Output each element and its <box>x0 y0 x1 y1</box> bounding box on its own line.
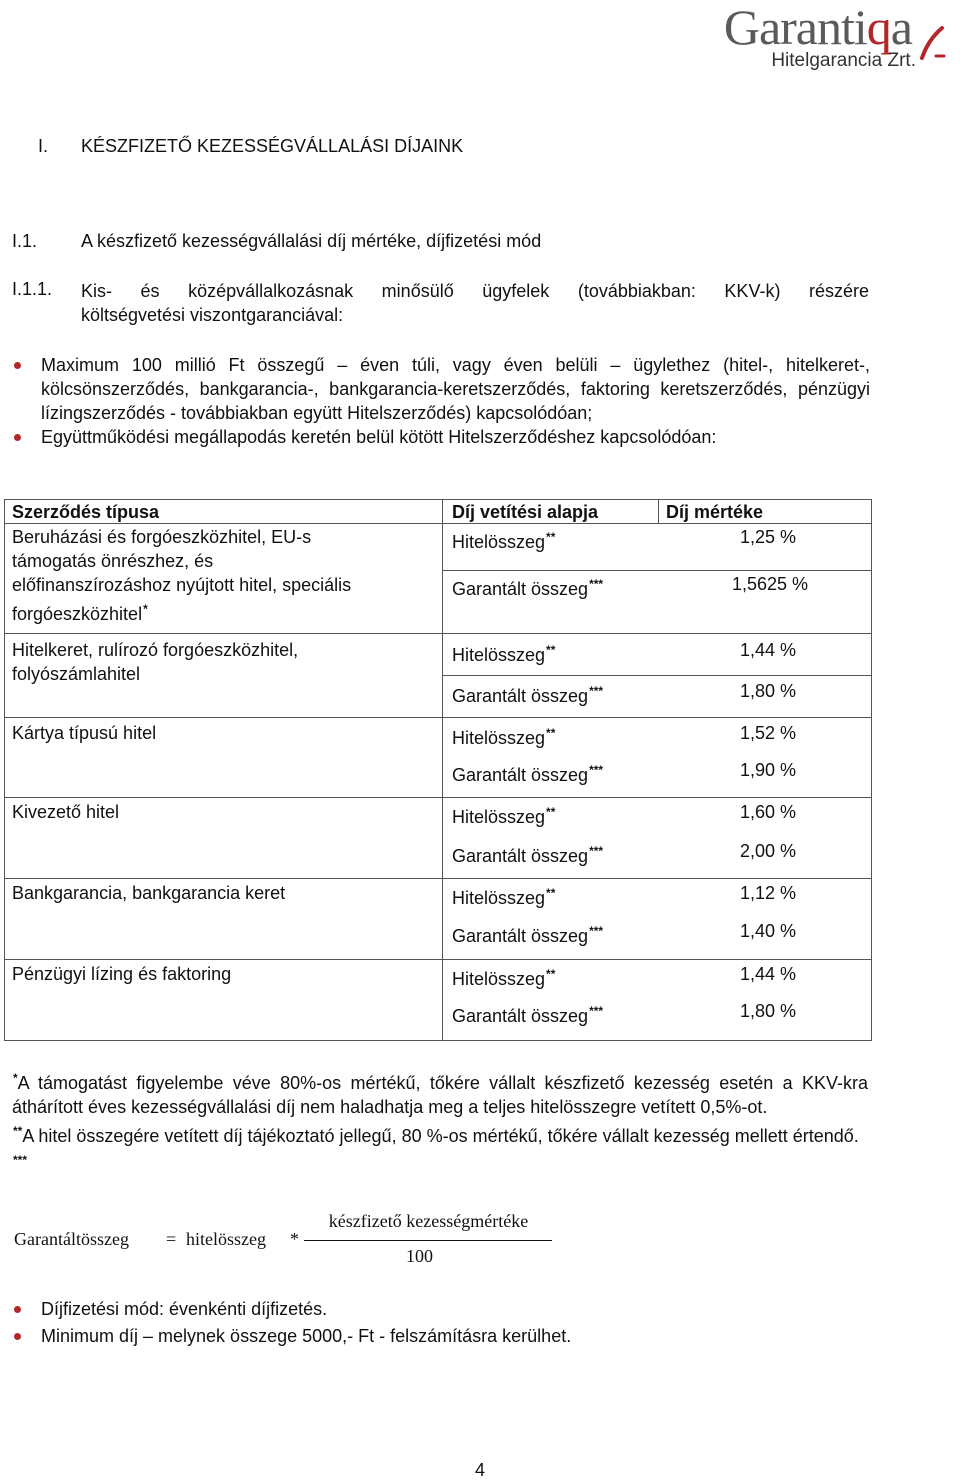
list-item: Együttműködési megállapodás keretén belül kötött Hitelszerződéshez kapcsolódóan: <box>14 425 870 449</box>
table-row-6-rate-1: 1,44 % <box>739 964 796 984</box>
subsection-number: I.1. <box>12 231 38 251</box>
table-row-3-rate-2: 1,90 % <box>739 760 796 780</box>
subsubsection-line-1: Kis- és középvállalkozásnak minősülő ügyfelek (továbbiakban: KKV-k) részére <box>81 281 869 301</box>
table-row-1-base-2: Garantált összeg*** <box>452 577 604 599</box>
table-row-5-base-1: Hitelösszeg** <box>452 886 556 908</box>
column-header-base: Díj vetítési alapja <box>452 502 599 522</box>
table-row-4-base-1: Hitelösszeg** <box>452 805 556 827</box>
table-row-3-base-1: Hitelösszeg** <box>452 726 556 748</box>
bullet-icon <box>14 434 21 441</box>
footnote-3-mark: *** <box>13 1153 28 1167</box>
table-row-6-base-2: Garantált összeg*** <box>452 1004 604 1026</box>
eligibility-list <box>14 353 870 449</box>
guaranteed-amount-formula <box>14 1213 574 1273</box>
table-row-2-rate-1: 1,44 % <box>739 640 796 660</box>
page-number: 4 <box>474 1460 485 1480</box>
table-row-2-base-1: Hitelösszeg** <box>452 643 556 665</box>
fraction-bar <box>304 1240 552 1241</box>
subsection-title: A készfizető kezességvállalási díj mértéke, díjfizetési mód <box>81 231 542 251</box>
subsubsection-number: I.1.1. <box>12 279 53 299</box>
list-item: Maximum 100 millió Ft összegű – éven túli, vagy éven belüli – ügylethez (hitel-, hitelkeret-, kölcsönszerződés, bankgarancia-, bankgarancia-keretszerződés, faktoring keretszerződés, pénzügyi lízingszerződés - továbbiakban együtt Hitelszerződés) kapcsolódóan; <box>14 353 870 425</box>
table-row-2-type: Hitelkeret, rulírozó forgóeszközhitel, folyószámlahitel <box>12 640 299 684</box>
logo-swoosh-icon <box>918 22 946 62</box>
formula-equals: = <box>166 1229 177 1249</box>
section-number: I. <box>38 136 49 156</box>
table-row-5-type: Bankgarancia, bankgarancia keret <box>12 883 286 903</box>
column-header-type: Szerződés típusa <box>12 502 160 522</box>
subsubsection-title <box>81 279 869 327</box>
table-row-3-base-2: Garantált összeg*** <box>452 763 604 785</box>
payment-terms-list <box>14 1297 870 1348</box>
formula-lhs: Garantáltösszeg <box>14 1229 129 1249</box>
fee-table <box>4 499 872 1041</box>
table-row-2-base-2: Garantált összeg*** <box>452 684 604 706</box>
footnote-2: **A hitel összegére vetített díj tájékoztató jellegű, 80 %-os mértékű, tőkére vállalt kezesség mellett értendő. <box>13 1124 859 1146</box>
logo-subtitle: Hitelgarancia Zrt. <box>771 50 916 71</box>
table-row-4-rate-2: 2,00 % <box>739 841 796 861</box>
table-row-1-base-1: Hitelösszeg** <box>452 530 556 552</box>
column-header-rate: Díj mértéke <box>666 502 764 522</box>
table-row-5-base-2: Garantált összeg*** <box>452 924 604 946</box>
table-row-5-rate-1: 1,12 % <box>739 883 796 903</box>
table-row-3-rate-1: 1,52 % <box>739 723 796 743</box>
table-row-1-rate-2: 1,5625 % <box>731 574 808 594</box>
footnote-1: *A támogatást figyelembe véve 80%-os mértékű, tőkére vállalt készfizető kezesség esetén a KKV-kra áthárított éves kezességvállalási díj nem haladhatja meg a teljes hitelösszegre vetített 0,5%-ot. <box>12 1071 868 1117</box>
list-item: Minimum díj – melynek összege 5000,- Ft - felszámításra kerülhet. <box>14 1324 870 1348</box>
table-row-4-base-2: Garantált összeg*** <box>452 844 604 866</box>
footnotes <box>12 1066 868 1174</box>
table-row-4-type: Kivezető hitel <box>12 802 120 822</box>
table-row-4-rate-1: 1,60 % <box>739 802 796 822</box>
bullet-icon <box>14 1306 21 1313</box>
formula-term: hitelösszeg <box>186 1229 266 1249</box>
formula-operator: * <box>290 1229 299 1249</box>
list-item: Díjfizetési mód: évenkénti díjfizetés. <box>14 1297 870 1321</box>
table-row-6-type: Pénzügyi lízing és faktoring <box>12 964 232 984</box>
subsubsection-line-2: költségvetési viszontgaranciával: <box>81 305 344 325</box>
table-row-5-rate-2: 1,40 % <box>739 921 796 941</box>
bullet-icon <box>14 1333 21 1340</box>
bullet-icon <box>14 362 21 369</box>
table-row-1-type: Beruházási és forgóeszközhitel, EU-s támogatás önrészhez, és előfinanszírozáshoz nyújtott hitel, speciális forgóeszközhitel* <box>12 527 352 624</box>
table-row-2-rate-2: 1,80 % <box>739 681 796 701</box>
table-row-3-type: Kártya típusú hitel <box>12 723 157 743</box>
formula-numerator: készfizető kezességmértéke <box>328 1211 529 1231</box>
table-row-1-rate-1: 1,25 % <box>739 527 796 547</box>
formula-denominator: 100 <box>406 1246 433 1266</box>
logo-wordmark: Garantiqa <box>723 0 912 55</box>
table-row-6-base-1: Hitelösszeg** <box>452 967 556 989</box>
table-row-6-rate-2: 1,80 % <box>739 1001 796 1021</box>
company-logo <box>700 0 950 84</box>
section-title: KÉSZFIZETŐ KEZESSÉGVÁLLALÁSI DÍJAINK <box>81 136 464 156</box>
